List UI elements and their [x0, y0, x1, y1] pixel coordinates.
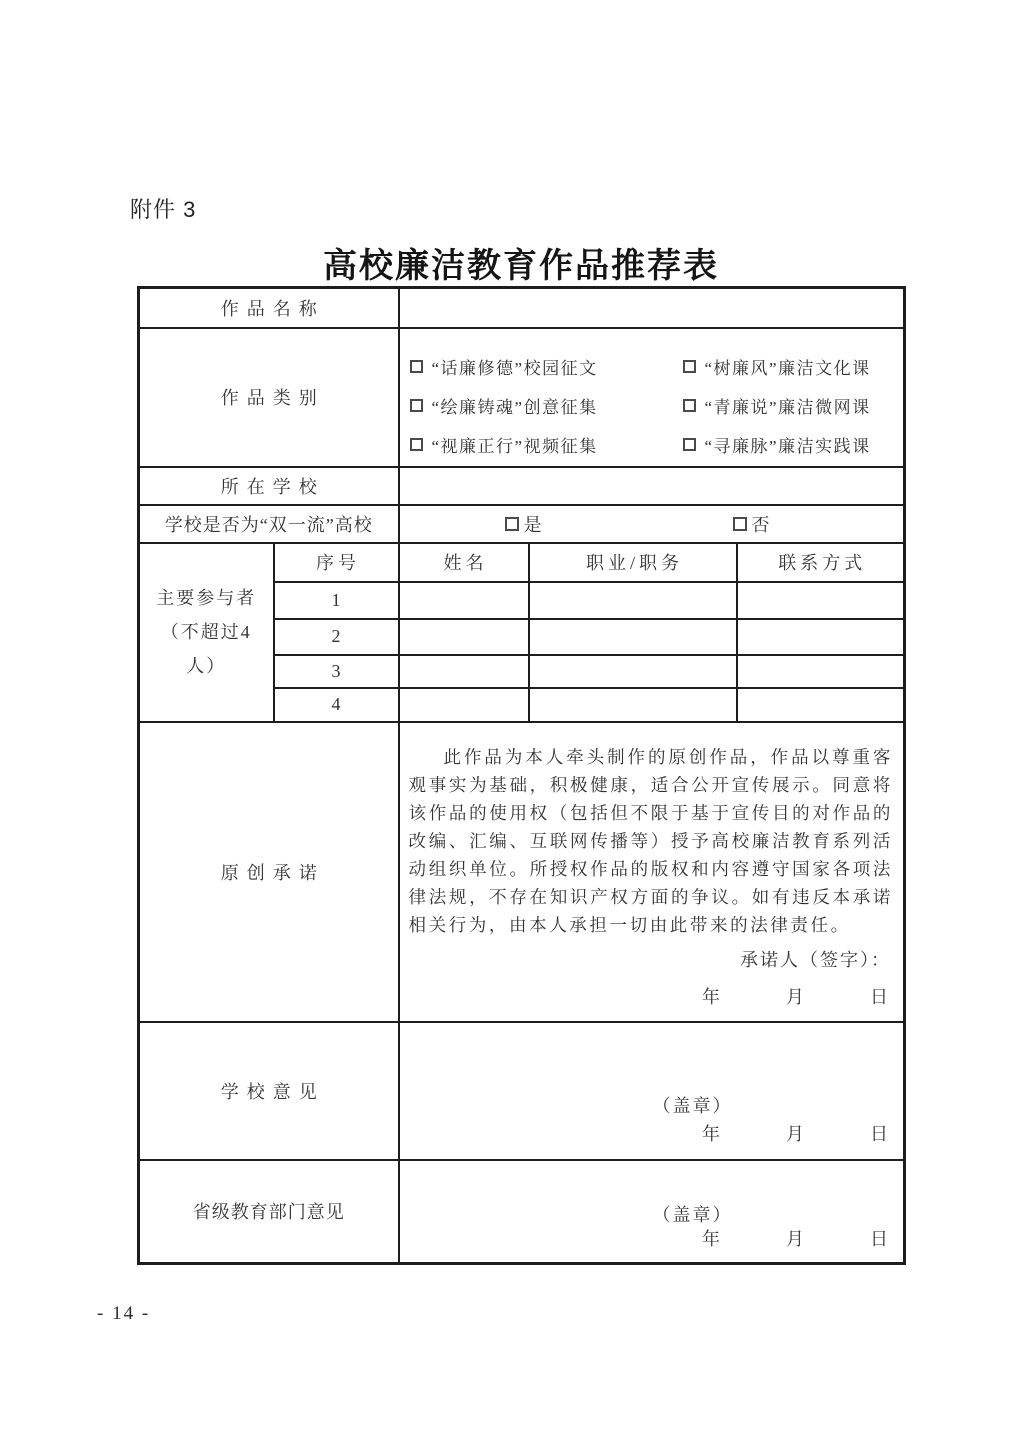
provincial-opinion-content[interactable]: [399, 1160, 905, 1264]
double-first-class-row: [139, 505, 905, 543]
category-option-shulianfeng[interactable]: [683, 354, 904, 379]
pledge-text: 此作品为本人牵头制作的原创作品，作品以尊重客观事实为基础，积极健康，适合公开宣传展示。同意将该作品的使用权（包括但不限于基于宣传目的对作品的改编、汇编、互联网传播等）授予高校廉洁教育系列活动组织单位。所授权作品的版权和内容遵守国家各项法律法规，不存在知识产权方面的争议。如有违反本承诺相关行为，由本人承担一切由此带来的法律责任。: [408, 746, 894, 935]
provincial-seal-label: （盖章）: [652, 1205, 733, 1226]
pledge-signer-label: 承诺人（签字）：: [740, 949, 892, 970]
provincial-opinion-row: [139, 1160, 905, 1264]
yes-option-label: 是: [523, 514, 543, 535]
checkbox-icon[interactable]: [505, 517, 519, 531]
participant-occupation-cell[interactable]: [529, 688, 737, 722]
category-option-huolianxiude[interactable]: [410, 354, 683, 379]
category-option-label: “寻廉脉”廉洁实践课: [704, 436, 871, 456]
checkbox-icon[interactable]: [410, 438, 423, 451]
school-opinion-content[interactable]: [399, 1022, 905, 1160]
participants-header-no: 序号: [274, 543, 399, 582]
no-option[interactable]: [733, 511, 771, 537]
checkbox-icon[interactable]: [410, 360, 423, 373]
participants-header-occupation: 职业/职务: [529, 543, 737, 582]
participants-header-contact: 联系方式: [737, 543, 905, 582]
category-option-xunlianmai[interactable]: [683, 432, 904, 457]
category-option-shilianzhengxing[interactable]: [410, 432, 683, 457]
attachment-label: 附件 3: [130, 197, 197, 222]
checkbox-icon[interactable]: [733, 517, 747, 531]
participant-no: 3: [274, 655, 399, 688]
work-category-label: 作品类别: [139, 328, 399, 467]
work-name-label: 作品名称: [139, 288, 399, 328]
category-option-label: “话廉修德”校园征文: [431, 358, 598, 378]
work-category-options-cell: [399, 328, 905, 467]
school-opinion-date-line: 年 月 日: [702, 1123, 892, 1144]
category-option-label: “青廉说”廉洁微网课: [704, 397, 871, 417]
original-pledge-content: [399, 722, 905, 1022]
provincial-opinion-label: 省级教育部门意见: [139, 1160, 399, 1264]
participant-name-cell[interactable]: [399, 655, 529, 688]
participant-contact-cell[interactable]: [737, 619, 905, 655]
participants-header-name: 姓名: [399, 543, 529, 582]
participant-occupation-cell[interactable]: [529, 582, 737, 619]
original-pledge-label: 原创承诺: [139, 722, 399, 1022]
participant-name-cell[interactable]: [399, 582, 529, 619]
school-opinion-label: 学校意见: [139, 1022, 399, 1160]
school-row: [139, 467, 905, 505]
work-name-row: [139, 288, 905, 328]
checkbox-icon[interactable]: [683, 399, 696, 412]
participant-no: 1: [274, 582, 399, 619]
page-title: 高校廉洁教育作品推荐表: [323, 248, 719, 285]
provincial-opinion-date-line: 年 月 日: [702, 1229, 892, 1250]
participants-label: 主要参与者（不超过4人）: [139, 543, 274, 722]
work-name-input-cell[interactable]: [399, 288, 905, 328]
school-label: 所在学校: [139, 467, 399, 505]
participants-header-row: [139, 543, 905, 582]
participant-contact-cell[interactable]: [737, 582, 905, 619]
checkbox-icon[interactable]: [683, 360, 696, 373]
school-seal-label: （盖章）: [652, 1095, 733, 1116]
participant-name-cell[interactable]: [399, 688, 529, 722]
participant-contact-cell[interactable]: [737, 688, 905, 722]
participant-no: 4: [274, 688, 399, 722]
pledge-date-line: 年 月 日: [702, 986, 892, 1007]
page-number: - 14 -: [97, 1303, 151, 1324]
checkbox-icon[interactable]: [410, 399, 423, 412]
category-option-label: “树廉风”廉洁文化课: [704, 358, 871, 378]
category-option-qinglianshuo[interactable]: [683, 393, 904, 418]
school-input-cell[interactable]: [399, 467, 905, 505]
participant-no: 2: [274, 619, 399, 655]
yes-option[interactable]: [505, 511, 543, 537]
participant-occupation-cell[interactable]: [529, 619, 737, 655]
recommendation-form-table: [137, 286, 906, 1265]
school-opinion-row: [139, 1022, 905, 1160]
participant-occupation-cell[interactable]: [529, 655, 737, 688]
participant-contact-cell[interactable]: [737, 655, 905, 688]
participant-name-cell[interactable]: [399, 619, 529, 655]
double-first-class-choice-cell: [399, 505, 905, 543]
checkbox-icon[interactable]: [683, 438, 696, 451]
category-option-huilianzhuhun[interactable]: [410, 393, 683, 418]
work-category-row: [139, 328, 905, 467]
no-option-label: 否: [751, 514, 771, 535]
category-option-label: “绘廉铸魂”创意征集: [431, 397, 598, 417]
work-category-options: [400, 338, 904, 457]
double-first-class-label: 学校是否为“双一流”高校: [139, 505, 399, 543]
category-option-label: “视廉正行”视频征集: [431, 436, 598, 456]
original-pledge-row: [139, 722, 905, 1022]
